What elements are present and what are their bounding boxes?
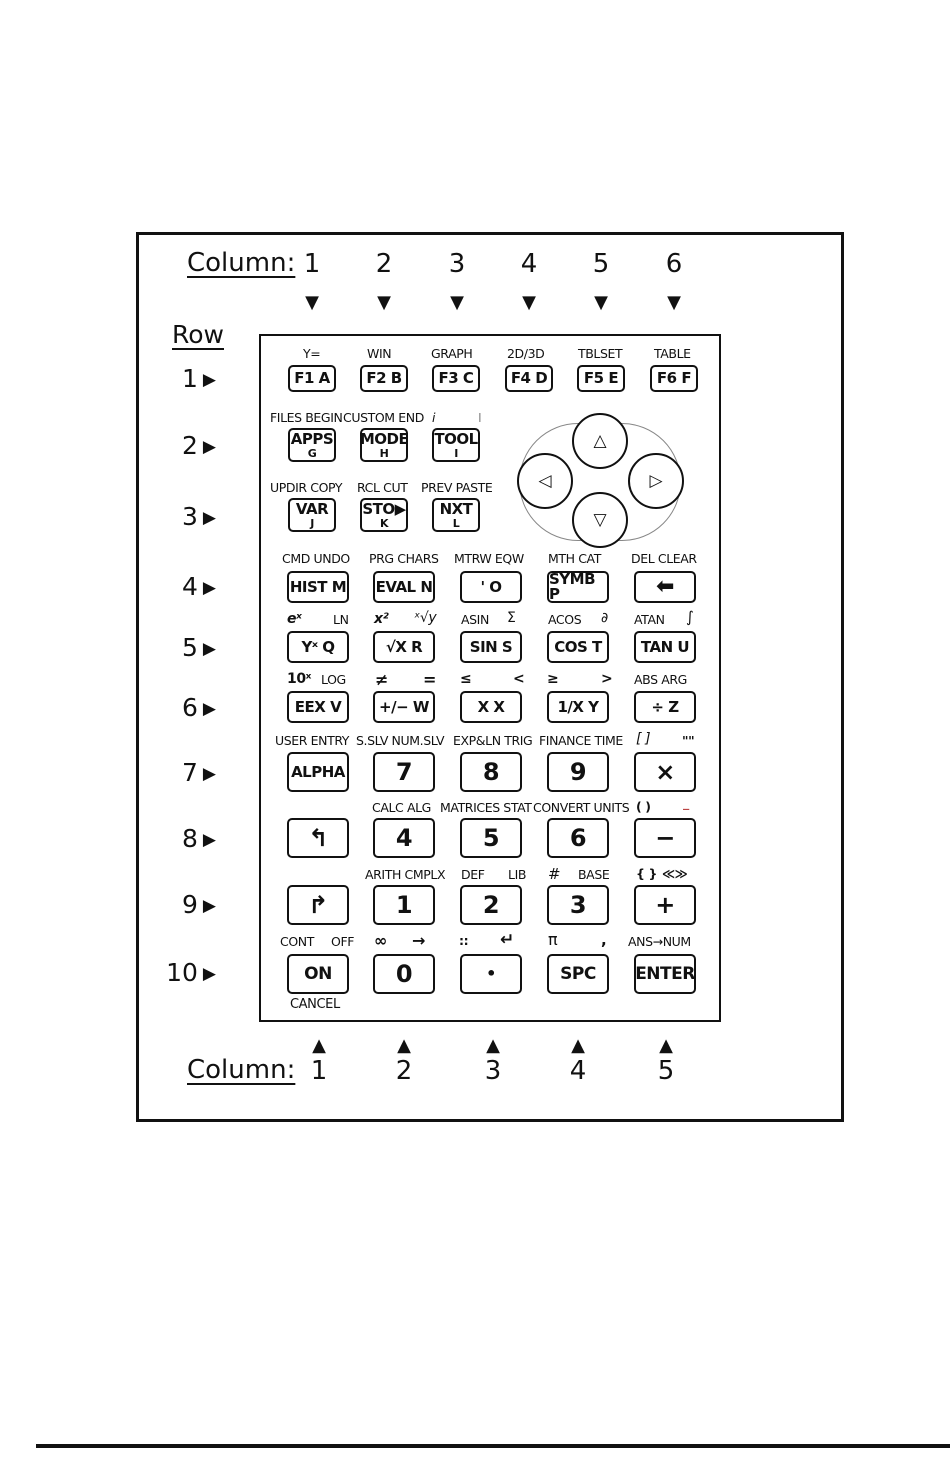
shift-label: MATRICES STAT <box>440 800 532 815</box>
row-label-8: 8 ▶ <box>182 824 216 853</box>
bottom-column-3: 3 <box>484 1056 502 1086</box>
key-nxt[interactable]: NXT L <box>432 498 480 532</box>
top-column-4: 4 <box>520 249 538 279</box>
key-f4[interactable]: F4 D <box>505 365 553 392</box>
shift-label: "" <box>682 733 695 748</box>
top-column-6: 6 <box>665 249 683 279</box>
shift-label: FINANCE TIME <box>539 733 623 748</box>
key-8[interactable]: 8 <box>460 752 522 792</box>
row-label-10: 10 ▶ <box>166 958 216 987</box>
shift-label: _ <box>683 795 689 810</box>
shift-label: ↵ <box>500 930 514 950</box>
key-minus[interactable]: − <box>634 818 696 858</box>
key-backspace[interactable]: ⬅ <box>634 571 696 603</box>
key-7[interactable]: 7 <box>373 752 435 792</box>
shift-label: ASIN <box>461 612 489 627</box>
shift-label: # <box>548 865 561 883</box>
row-title: Row <box>172 320 224 349</box>
key-right-shift[interactable]: ↱ <box>287 885 349 925</box>
shift-label: DEL CLEAR <box>631 551 697 566</box>
key-symb[interactable]: SYMB P <box>547 571 609 603</box>
shift-label: { } <box>636 866 657 881</box>
shift-label: π <box>548 930 558 949</box>
shift-label: CMD UNDO <box>282 551 350 566</box>
key-5[interactable]: 5 <box>460 818 522 858</box>
key-tool[interactable]: TOOL I <box>432 428 480 462</box>
key-decimal[interactable]: • <box>460 954 522 994</box>
key-f2[interactable]: F2 B <box>360 365 408 392</box>
right-arrow-icon: ▶ <box>202 578 216 598</box>
shift-label: → <box>412 931 426 950</box>
up-arrow-icon: ▲ <box>486 1035 500 1056</box>
key-tan[interactable]: TAN U <box>634 631 696 663</box>
bottom-column-5: 5 <box>657 1056 675 1086</box>
key-reciprocal[interactable]: 1/X Y <box>547 691 609 723</box>
row-label-4: 4 ▶ <box>182 572 216 601</box>
key-apps[interactable]: APPS G <box>288 428 336 462</box>
down-arrow-icon: ▼ <box>450 292 464 313</box>
shift-label: ( ) <box>636 799 651 814</box>
bottom-column-4: 4 <box>569 1056 587 1086</box>
shift-label: = <box>423 670 437 689</box>
key-sqrt[interactable]: √X R <box>373 631 435 663</box>
shift-label: ≪≫ <box>662 866 688 881</box>
up-arrow-key[interactable]: △ <box>572 413 628 469</box>
shift-label: LOG <box>321 672 346 687</box>
key-3[interactable]: 3 <box>547 885 609 925</box>
right-arrow-icon: ▶ <box>202 699 216 719</box>
key-quote[interactable]: ' O <box>460 571 522 603</box>
row-label-1: 1 ▶ <box>182 364 216 393</box>
key-0[interactable]: 0 <box>373 954 435 994</box>
key-enter[interactable]: ENTER <box>634 954 696 994</box>
shift-label: Σ <box>507 610 516 626</box>
row-label-7: 7 ▶ <box>182 758 216 787</box>
shift-label: > <box>601 671 613 687</box>
shift-label: OFF <box>331 934 355 949</box>
right-arrow-icon: ▶ <box>202 508 216 528</box>
key-1[interactable]: 1 <box>373 885 435 925</box>
shift-label: CALC ALG <box>372 800 431 815</box>
key-eval[interactable]: EVAL N <box>373 571 435 603</box>
down-arrow-icon: ▼ <box>305 292 319 313</box>
top-column-title: Column: <box>187 248 296 278</box>
row-label-6: 6 ▶ <box>182 693 216 722</box>
shift-label: ATAN <box>634 612 665 627</box>
shift-label: S.SLV NUM.SLV <box>356 733 445 748</box>
shift-label: PREV PASTE <box>421 480 493 495</box>
row-label-2: 2 ▶ <box>182 431 216 460</box>
shift-label: TBLSET <box>578 346 623 361</box>
key-multiply[interactable]: × <box>634 752 696 792</box>
shift-label: BASE <box>578 867 610 882</box>
key-eex[interactable]: EEX V <box>287 691 349 723</box>
top-column-1: 1 <box>303 249 321 279</box>
row-label-3: 3 ▶ <box>182 502 216 531</box>
right-arrow-key[interactable]: ▷ <box>628 453 684 509</box>
up-arrow-icon: ▲ <box>571 1035 585 1056</box>
shift-label: CONVERT UNITS <box>533 800 630 815</box>
shift-label: CUSTOM END <box>343 410 424 425</box>
shift-label: EXP&LN TRIG <box>453 733 533 748</box>
key-9[interactable]: 9 <box>547 752 609 792</box>
shift-label: USER ENTRY <box>275 733 350 748</box>
key-on[interactable]: ON <box>287 954 349 994</box>
shift-label: ∂ <box>601 610 608 626</box>
bottom-column-2: 2 <box>395 1056 413 1086</box>
shift-label: :: <box>459 933 469 948</box>
shift-label: CONT <box>280 934 314 949</box>
shift-label: eˣ <box>287 611 302 627</box>
shift-label: ∫ <box>686 608 694 626</box>
key-f3[interactable]: F3 C <box>432 365 480 392</box>
key-x[interactable]: X X <box>460 691 522 723</box>
cancel-label: CANCEL <box>290 997 340 1012</box>
right-arrow-icon: ▶ <box>202 370 216 390</box>
row-label-9: 9 ▶ <box>182 890 216 919</box>
key-f5[interactable]: F5 E <box>577 365 625 392</box>
shift-label: TABLE <box>654 346 691 361</box>
key-4[interactable]: 4 <box>373 818 435 858</box>
right-arrow-icon: ▶ <box>202 964 216 984</box>
shift-label: DEF <box>461 867 485 882</box>
key-mode[interactable]: MODE H <box>360 428 408 462</box>
up-arrow-icon: ▲ <box>659 1035 673 1056</box>
key-left-shift[interactable]: ↰ <box>287 818 349 858</box>
shift-label: PRG CHARS <box>369 551 439 566</box>
shift-label: ≥ <box>547 671 559 687</box>
down-arrow-icon: ▼ <box>377 292 391 313</box>
key-f1[interactable]: F1 A <box>288 365 336 392</box>
shift-label: ARITH CMPLX <box>365 867 446 882</box>
shift-label: ABS ARG <box>634 672 687 687</box>
bottom-column-title: Column: <box>187 1055 296 1085</box>
key-var[interactable]: VAR J <box>288 498 336 532</box>
up-arrow-icon: ▲ <box>397 1035 411 1056</box>
key-space[interactable]: SPC <box>547 954 609 994</box>
right-arrow-icon: ▶ <box>202 764 216 784</box>
key-divide[interactable]: ÷ Z <box>634 691 696 723</box>
shift-label: UPDIR COPY <box>270 480 343 495</box>
shift-label: MTH CAT <box>548 551 601 566</box>
right-arrow-icon: ▶ <box>202 639 216 659</box>
shift-label: GRAPH <box>431 346 473 361</box>
shift-label: i <box>432 410 436 425</box>
key-f6[interactable]: F6 F <box>650 365 698 392</box>
key-6[interactable]: 6 <box>547 818 609 858</box>
down-arrow-icon: ▼ <box>594 292 608 313</box>
top-column-3: 3 <box>448 249 466 279</box>
down-arrow-icon: ▼ <box>522 292 536 313</box>
shift-label: ∞ <box>374 931 387 950</box>
left-arrow-key[interactable]: ◁ <box>517 453 573 509</box>
key-alpha[interactable]: ALPHA <box>287 752 349 792</box>
shift-label: ˣ√y <box>414 610 437 626</box>
shift-label: ACOS <box>548 612 582 627</box>
key-power[interactable]: Yˣ Q <box>287 631 349 663</box>
key-sin[interactable]: SIN S <box>460 631 522 663</box>
right-arrow-icon: ▶ <box>202 830 216 850</box>
shift-label: I <box>478 410 482 425</box>
shift-label: , <box>601 931 607 949</box>
down-arrow-key[interactable]: ▽ <box>572 492 628 548</box>
arrow-keypad <box>515 413 685 548</box>
row-label-5: 5 ▶ <box>182 633 216 662</box>
shift-label: FILES BEGIN <box>270 410 343 425</box>
key-2[interactable]: 2 <box>460 885 522 925</box>
shift-label: [ ] <box>636 731 651 747</box>
top-column-5: 5 <box>592 249 610 279</box>
right-arrow-icon: ▶ <box>202 896 216 916</box>
key-cos[interactable]: COS T <box>547 631 609 663</box>
shift-label: RCL CUT <box>357 480 408 495</box>
top-column-2: 2 <box>375 249 393 279</box>
key-sto[interactable]: STO▶ K <box>360 498 408 532</box>
shift-label: ≤ <box>460 671 472 687</box>
shift-label: ANS→NUM <box>628 934 691 949</box>
key-change-sign[interactable]: +/− W <box>373 691 435 723</box>
shift-label: WIN <box>367 346 392 361</box>
key-hist[interactable]: HIST M <box>287 571 349 603</box>
shift-label: MTRW EQW <box>454 551 524 566</box>
key-plus[interactable]: + <box>634 885 696 925</box>
up-arrow-icon: ▲ <box>312 1035 326 1056</box>
page-footer-rule <box>36 1444 950 1448</box>
bottom-column-1: 1 <box>310 1056 328 1086</box>
shift-label: LN <box>333 612 349 627</box>
shift-label: 10ˣ <box>287 671 312 687</box>
shift-label: ≠ <box>375 670 389 689</box>
shift-label: < <box>513 671 525 687</box>
shift-label: x² <box>374 611 389 627</box>
shift-label: LIB <box>508 867 527 882</box>
right-arrow-icon: ▶ <box>202 437 216 457</box>
down-arrow-icon: ▼ <box>667 292 681 313</box>
shift-label: Y= <box>303 346 321 361</box>
shift-label: 2D/3D <box>507 346 545 361</box>
